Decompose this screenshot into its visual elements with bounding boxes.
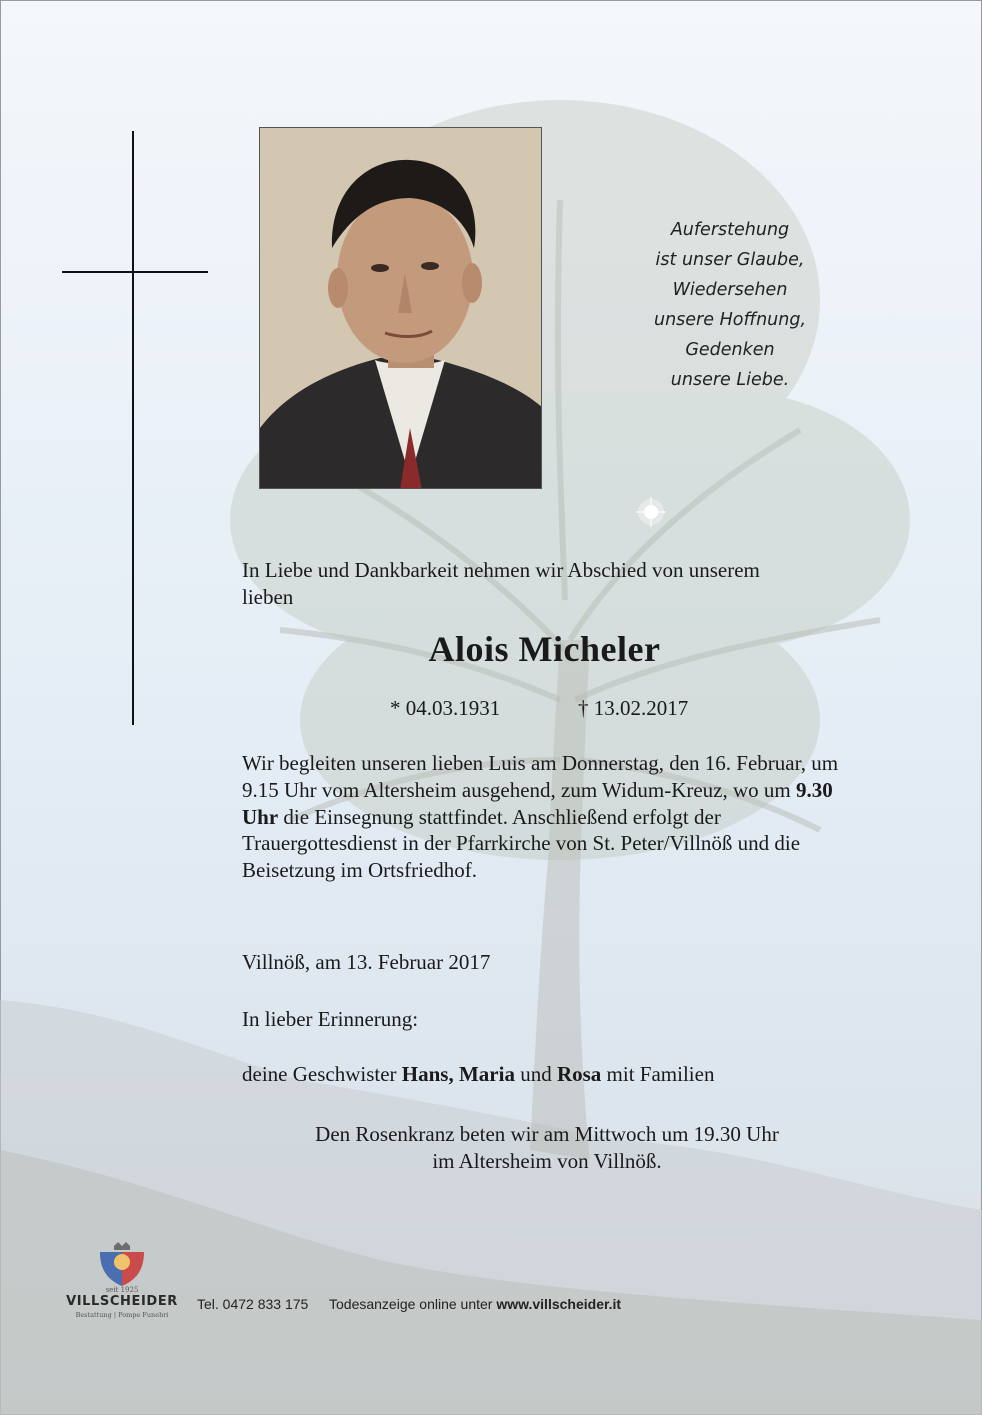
footer-online-prefix: Todesanzeige online unter [329,1296,497,1312]
motto-line: Gedenken [685,340,775,360]
portrait-photo [259,127,542,489]
birth-date: * 04.03.1931 [390,696,501,720]
rosary-line-1: Den Rosenkranz beten wir am Mittwoch um 19.30 Uhr [315,1122,779,1146]
funeral-time: 9.30 Uhr [242,777,833,829]
place-date: Villnöß, am 13. Februar 2017 [242,950,491,974]
cross-horizontal-bar [62,271,208,273]
death-date: † 13.02.2017 [578,696,689,720]
sparkle-light [636,497,666,527]
motto-line: unsere Hoffnung, [653,310,807,330]
family-names-1: Hans, Maria [401,1062,515,1086]
family-line [242,1062,714,1087]
memory-label: In lieber Erinnerung: [242,1007,419,1031]
cross-vertical-bar [132,131,134,725]
intro-text: In Liebe und Dankbarkeit nehmen wir Abschied von unserem lieben [242,558,760,609]
motto-line: ist unser Glaube, [655,250,805,270]
villscheider-logo[interactable] [66,1240,178,1332]
family-connector: und [514,1062,557,1086]
motto-verse [630,215,830,395]
footer-phone[interactable]: Tel. 0472 833 175 [197,1296,309,1312]
logo-since: seit 1925 [105,1286,139,1294]
portrait-illustration [260,128,542,489]
logo-brand: VILLSCHEIDER [66,1294,178,1309]
motto-line: Wiedersehen [672,280,788,300]
logo-subtitle: Bestattung | Pompe Funebri [75,1311,169,1319]
motto-line: unsere Liebe. [670,370,790,390]
coat-of-arms-icon [94,1240,150,1288]
funeral-text-end: die Einsegnung stattfindet. Anschließend erfolgt der Trauergottesdienst in der Pfarrkirche von St. Peter/Villnöß und die Beisetzung im Ortsfriedhof. [242,804,801,883]
family-prefix: deine Geschwister [242,1062,402,1086]
footer-online [329,1296,621,1312]
family-names-2: Rosa [556,1062,602,1086]
motto-line: Auferstehung [670,220,790,240]
funeral-announcement [242,750,852,884]
rosary-line-2: im Altersheim von Villnöß. [432,1149,662,1173]
deceased-name: Alois Micheler [428,629,661,669]
footer-website-link[interactable]: www.villscheider.it [496,1296,622,1312]
funeral-text-start: Wir begleiten unseren lieben Luis am Donnerstag, den 16. Februar, um 9.15 Uhr vom Altersheim ausgehend, zum Widum-Kreuz, wo um [242,751,839,802]
rosary-notice [242,1121,852,1175]
family-suffix: mit Familien [601,1062,715,1086]
